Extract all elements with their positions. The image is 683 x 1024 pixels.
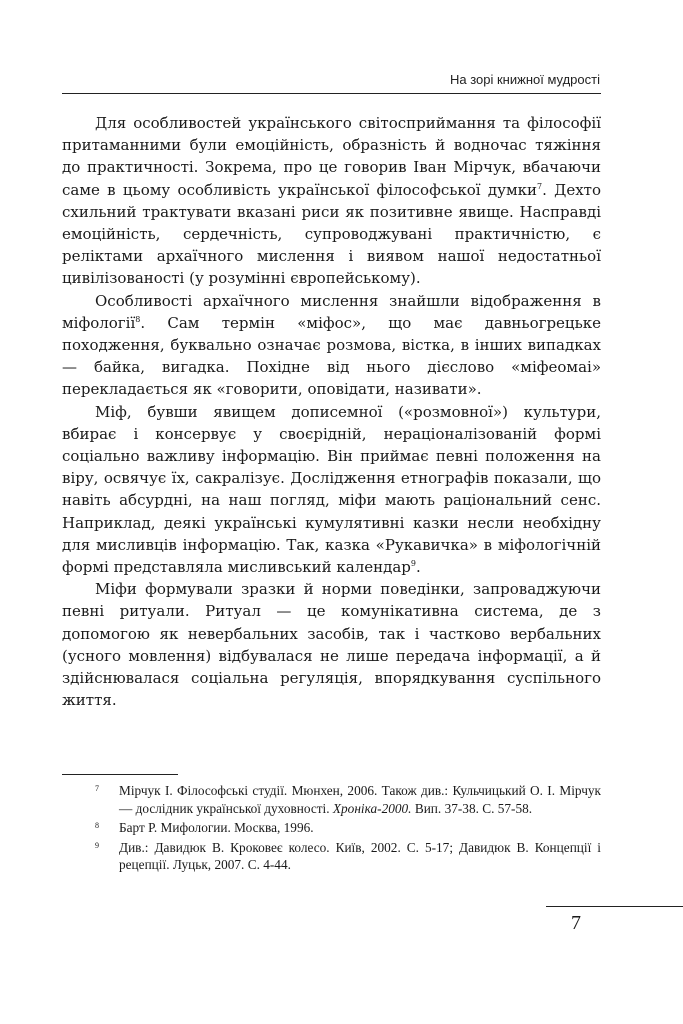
footnote-9: 9 Див.: Давидюк В. Кроковеє колесо. Київ, 2002. С. 5-17; Давидюк В. Концепції і рецепції. Луцьк, 2007. С. 4-44.	[62, 839, 601, 874]
footnote-8: 8 Барт Р. Мифологии. Москва, 1996.	[62, 819, 601, 837]
paragraph-2: Особливості архаїчного мислення знайшли відображення в міфології$^8$. Сам термін «міфос», що має давньогрецьке походження, буквально означає розмова, вістка, в інших випадках — байка, вигадка. Похідне від нього дієслово «міфеомаі» перекладається як «говорити, оповідати, називати».	[62, 291, 601, 399]
footnote-mark: 7	[95, 784, 99, 793]
paragraph-4: Міфи формували зразки й норми поведінки, запроваджуючи певні ритуали. Ритуал — це комунікативна система, де з допомогою як невербальних засобів, так і частково вербальних (усного мовлення) відбувалася не лише передача інформації, а й здійснювалася соціальна регуляція, впорядкування суспільного життя.	[62, 580, 601, 710]
footnote-ref-7[interactable]: 7	[536, 181, 543, 191]
footnotes	[62, 782, 601, 876]
main-text	[62, 112, 601, 711]
running-header: На зорі книжної мудрості	[449, 72, 600, 87]
paragraph-1: Для особливостей українського світосприймання та філософії притаманними були емоційність, образність й водночас тяжіння до практичності. Зокрема, про це говорив Іван Мірчук, вбачаючи саме в цьому особливість української філософської думки$^7$. Дехто схильний трактувати вказані риси як позитивне явище. Насправді емоційність, сердечність, супроводжувані практичністю, є реліктами архаїчного мислення і виявом нашої недостатньої цивілізованості (у розумінні європейському).	[62, 114, 601, 288]
page-number: 7	[571, 912, 581, 934]
footnote-italic-title: Хроніка-2000.	[332, 800, 412, 816]
footnote-7: 7 Мірчук І. Філософські студії. Мюнхен, 2006. Також див.: Кульчицький О. І. Мірчук — дослідник української духовності. Хроніка-2000. Вип. 37-38. С. 57-58.	[62, 782, 601, 817]
footer-rule	[546, 906, 683, 907]
footnote-ref-8[interactable]: 8	[135, 314, 141, 324]
paragraph-3: Міф, бувши явищем дописемної («розмовної») культури, вбирає і консервує у своєрідній, нераціоналізованій формі соціально важливу інформацію. Він приймає певні положення на віру, освячує їх, сакралізує. Дослідження етнографів показали, що навіть абсурдні, на наш погляд, міфи мають раціональний сенс. Наприклад, деякі українські кумулятивні казки несли необхідну для мисливців інформацію. Так, казка «Рукавичка» в міфологічній формі представляла мисливський календар$^9$.	[62, 402, 601, 577]
footnote-mark: 8	[95, 821, 99, 831]
footnote-mark: 9	[95, 840, 99, 850]
footnote-ref-9[interactable]: 9	[410, 559, 416, 569]
header-rule	[62, 93, 601, 94]
footnote-rule	[62, 774, 178, 775]
